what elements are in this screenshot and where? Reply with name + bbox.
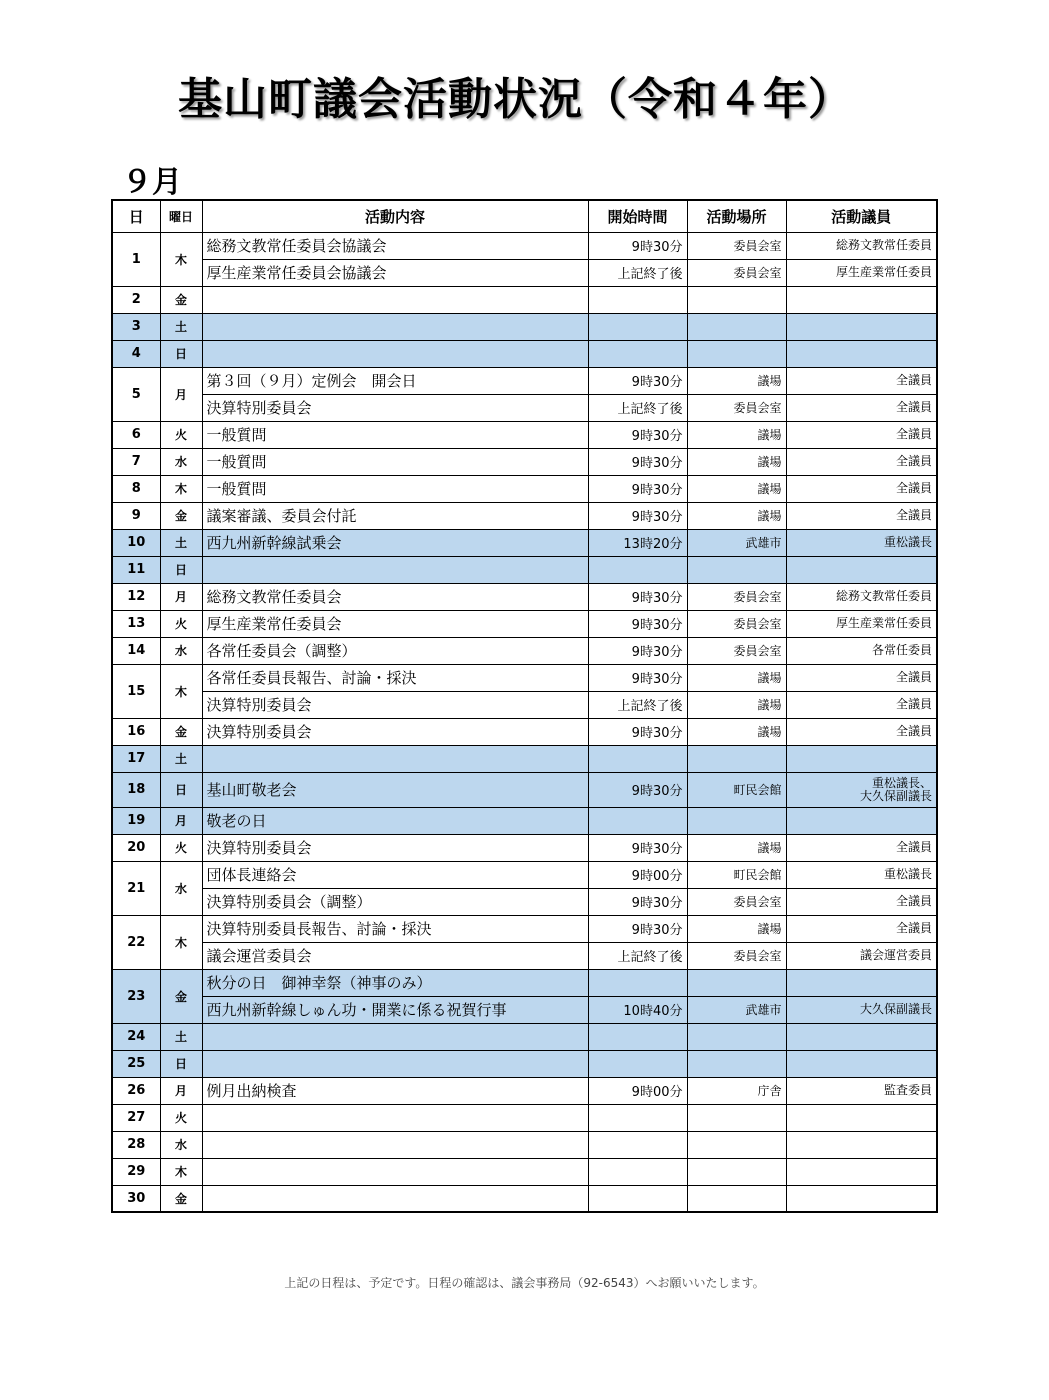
weekday-cell: 土 [160, 313, 202, 340]
table-row [112, 313, 937, 340]
members-cell [786, 340, 937, 367]
day-cell: 20 [112, 834, 160, 861]
place-cell [687, 969, 786, 996]
weekday-cell: 日 [160, 1050, 202, 1077]
weekday-cell: 日 [160, 556, 202, 583]
place-cell [687, 745, 786, 772]
members-line: 議会運営委員 [859, 948, 932, 962]
time-cell [588, 313, 687, 340]
weekday-cell: 日 [160, 772, 202, 807]
table-row [112, 718, 937, 745]
time-cell: 9時30分 [588, 610, 687, 637]
place-cell: 議場 [687, 691, 786, 718]
table-row [112, 232, 937, 259]
content-cell: 決算特別委員会 [202, 718, 588, 745]
content-cell: 団体長連絡会 [202, 861, 588, 888]
weekday-cell: 水 [160, 448, 202, 475]
content-cell: 各常任委員長報告、討論・採決 [202, 664, 588, 691]
time-cell: 上記終了後 [588, 691, 687, 718]
table-row [112, 915, 937, 942]
content-cell: 決算特別委員会 [202, 394, 588, 421]
members-cell [786, 718, 937, 745]
members-line: 総務文教常任委員 [835, 589, 932, 603]
day-cell: 2 [112, 286, 160, 313]
day-cell: 3 [112, 313, 160, 340]
members-line: 全議員 [895, 400, 932, 414]
members-cell [786, 1131, 937, 1158]
members-cell [786, 448, 937, 475]
day-cell: 1 [112, 232, 160, 286]
place-cell [687, 1104, 786, 1131]
table-row [112, 861, 937, 888]
time-cell: 9時30分 [588, 834, 687, 861]
time-cell [588, 1131, 687, 1158]
members-cell [786, 942, 937, 969]
time-cell: 9時30分 [588, 718, 687, 745]
place-cell: 町民会館 [687, 772, 786, 807]
place-cell: 議場 [687, 448, 786, 475]
weekday-cell: 日 [160, 340, 202, 367]
content-cell [202, 745, 588, 772]
weekday-cell: 金 [160, 502, 202, 529]
time-cell [588, 1104, 687, 1131]
members-line: 厚生産業常任委員 [835, 616, 932, 630]
time-cell: 9時30分 [588, 367, 687, 394]
content-cell [202, 1104, 588, 1131]
weekday-cell: 木 [160, 475, 202, 502]
time-cell: 上記終了後 [588, 259, 687, 286]
day-cell: 28 [112, 1131, 160, 1158]
content-cell: 基山町敬老会 [202, 772, 588, 807]
weekday-cell: 水 [160, 1131, 202, 1158]
table-row [112, 1131, 937, 1158]
content-cell: 西九州新幹線試乗会 [202, 529, 588, 556]
day-cell: 25 [112, 1050, 160, 1077]
members-cell [786, 286, 937, 313]
activity-schedule-table [111, 199, 938, 1213]
members-cell [786, 259, 937, 286]
members-cell [786, 1023, 937, 1050]
table-row [112, 664, 937, 691]
members-cell [786, 1158, 937, 1185]
table-row [112, 286, 937, 313]
table-row [112, 772, 937, 807]
place-cell [687, 1158, 786, 1185]
day-cell: 13 [112, 610, 160, 637]
month-label: ９月 [122, 165, 182, 200]
table-row [112, 367, 937, 394]
header-weekday: 曜日 [160, 200, 202, 232]
day-cell: 7 [112, 448, 160, 475]
table-row [112, 834, 937, 861]
members-cell [786, 664, 937, 691]
table-row [112, 529, 937, 556]
members-cell [786, 556, 937, 583]
time-cell: 10時40分 [588, 996, 687, 1023]
members-line: 全議員 [895, 427, 932, 441]
time-cell: 9時30分 [588, 475, 687, 502]
table-row [112, 691, 937, 718]
table-row [112, 637, 937, 664]
place-cell [687, 286, 786, 313]
time-cell: 9時30分 [588, 915, 687, 942]
header-time: 開始時間 [588, 200, 687, 232]
content-cell [202, 556, 588, 583]
table-row [112, 448, 937, 475]
weekday-cell: 木 [160, 915, 202, 969]
table-row [112, 502, 937, 529]
time-cell [588, 556, 687, 583]
weekday-cell: 木 [160, 232, 202, 286]
content-cell: 厚生産業常任委員会協議会 [202, 259, 588, 286]
weekday-cell: 水 [160, 637, 202, 664]
members-cell [786, 915, 937, 942]
place-cell: 議場 [687, 421, 786, 448]
place-cell: 武雄市 [687, 996, 786, 1023]
table-row [112, 1077, 937, 1104]
place-cell: 議場 [687, 834, 786, 861]
time-cell [588, 286, 687, 313]
members-cell [786, 996, 937, 1023]
table-row [112, 1050, 937, 1077]
place-cell [687, 1050, 786, 1077]
table-row [112, 1023, 937, 1050]
table-row [112, 942, 937, 969]
members-cell [786, 1104, 937, 1131]
table-row [112, 745, 937, 772]
table-row [112, 1158, 937, 1185]
day-cell: 8 [112, 475, 160, 502]
table-row [112, 556, 937, 583]
page-title: 基山町議会活動状況（令和４年） [178, 74, 853, 125]
content-cell [202, 1023, 588, 1050]
members-cell [786, 313, 937, 340]
footnote: 上記の日程は、予定です。日程の確認は、議会事務局（92-6543）へお願いいたします。 [284, 1276, 765, 1290]
weekday-cell: 火 [160, 1104, 202, 1131]
members-cell [786, 691, 937, 718]
weekday-cell: 土 [160, 529, 202, 556]
table-row [112, 340, 937, 367]
header-content: 活動内容 [202, 200, 588, 232]
members-cell [786, 807, 937, 834]
members-cell [786, 637, 937, 664]
time-cell: 9時00分 [588, 1077, 687, 1104]
place-cell: 議場 [687, 367, 786, 394]
content-cell: 各常任委員会（調整） [202, 637, 588, 664]
day-cell: 15 [112, 664, 160, 718]
members-line: 厚生産業常任委員 [835, 265, 932, 279]
header-members: 活動議員 [786, 200, 937, 232]
members-line: 監査委員 [883, 1083, 932, 1097]
day-cell: 9 [112, 502, 160, 529]
content-cell: 決算特別委員長報告、討論・採決 [202, 915, 588, 942]
weekday-cell: 火 [160, 834, 202, 861]
place-cell [687, 1185, 786, 1212]
weekday-cell: 土 [160, 745, 202, 772]
members-line: 重松議長 [883, 535, 932, 549]
day-cell: 16 [112, 718, 160, 745]
members-line: 全議員 [895, 670, 932, 684]
members-cell [786, 1185, 937, 1212]
day-cell: 11 [112, 556, 160, 583]
table-row [112, 394, 937, 421]
time-cell [588, 1050, 687, 1077]
day-cell: 27 [112, 1104, 160, 1131]
place-cell: 委員会室 [687, 583, 786, 610]
time-cell: 9時30分 [588, 502, 687, 529]
table-header-row [112, 200, 937, 232]
weekday-cell: 火 [160, 610, 202, 637]
table-row [112, 475, 937, 502]
weekday-cell: 金 [160, 969, 202, 1023]
time-cell [588, 340, 687, 367]
place-cell: 庁舎 [687, 1077, 786, 1104]
day-cell: 26 [112, 1077, 160, 1104]
members-cell [786, 772, 937, 807]
time-cell: 9時30分 [588, 421, 687, 448]
day-cell: 21 [112, 861, 160, 915]
weekday-cell: 金 [160, 286, 202, 313]
place-cell [687, 1023, 786, 1050]
content-cell: 例月出納検査 [202, 1077, 588, 1104]
day-cell: 23 [112, 969, 160, 1023]
place-cell: 委員会室 [687, 232, 786, 259]
members-cell [786, 529, 937, 556]
members-line: 重松議長 [883, 867, 932, 881]
place-cell [687, 556, 786, 583]
content-cell [202, 313, 588, 340]
day-cell: 14 [112, 637, 160, 664]
place-cell: 町民会館 [687, 861, 786, 888]
day-cell: 17 [112, 745, 160, 772]
content-cell: 決算特別委員会 [202, 834, 588, 861]
place-cell: 議場 [687, 475, 786, 502]
members-line: 大久保副議長 [859, 1002, 932, 1016]
header-day: 日 [112, 200, 160, 232]
content-cell [202, 1158, 588, 1185]
content-cell: 決算特別委員会 [202, 691, 588, 718]
table-row [112, 1104, 937, 1131]
content-cell: 敬老の日 [202, 807, 588, 834]
members-line: 全議員 [895, 508, 932, 522]
table-row [112, 421, 937, 448]
table-row [112, 888, 937, 915]
weekday-cell: 火 [160, 421, 202, 448]
content-cell: 総務文教常任委員会 [202, 583, 588, 610]
content-cell: 議案審議、委員会付託 [202, 502, 588, 529]
content-cell: 第３回（９月）定例会 開会日 [202, 367, 588, 394]
table-row [112, 1185, 937, 1212]
weekday-cell: 木 [160, 664, 202, 718]
members-cell [786, 394, 937, 421]
table-row [112, 610, 937, 637]
day-cell: 18 [112, 772, 160, 807]
content-cell: 一般質問 [202, 421, 588, 448]
members-line: 重松議長、 [871, 775, 932, 790]
place-cell: 議場 [687, 664, 786, 691]
content-cell: 西九州新幹線しゅん功・開業に係る祝賀行事 [202, 996, 588, 1023]
content-cell: 決算特別委員会（調整） [202, 888, 588, 915]
place-cell: 武雄市 [687, 529, 786, 556]
weekday-cell: 金 [160, 718, 202, 745]
weekday-cell: 月 [160, 1077, 202, 1104]
time-cell [588, 1185, 687, 1212]
time-cell: 9時30分 [588, 888, 687, 915]
content-cell: 一般質問 [202, 448, 588, 475]
time-cell: 9時30分 [588, 448, 687, 475]
content-cell: 秋分の日 御神幸祭（神事のみ） [202, 969, 588, 996]
members-cell [786, 861, 937, 888]
weekday-cell: 月 [160, 807, 202, 834]
day-cell: 12 [112, 583, 160, 610]
weekday-cell: 木 [160, 1158, 202, 1185]
members-cell [786, 475, 937, 502]
time-cell: 9時30分 [588, 664, 687, 691]
place-cell [687, 313, 786, 340]
members-line: 全議員 [895, 724, 932, 738]
day-cell: 5 [112, 367, 160, 421]
content-cell: 一般質問 [202, 475, 588, 502]
time-cell: 上記終了後 [588, 394, 687, 421]
time-cell: 9時30分 [588, 637, 687, 664]
weekday-cell: 土 [160, 1023, 202, 1050]
members-line: 全議員 [895, 921, 932, 935]
time-cell [588, 745, 687, 772]
day-cell: 30 [112, 1185, 160, 1212]
members-cell [786, 583, 937, 610]
members-cell [786, 888, 937, 915]
content-cell [202, 1131, 588, 1158]
members-cell [786, 367, 937, 394]
place-cell [687, 340, 786, 367]
members-line: 全議員 [895, 454, 932, 468]
weekday-cell: 月 [160, 583, 202, 610]
content-cell [202, 286, 588, 313]
members-cell [786, 610, 937, 637]
members-line: 全議員 [895, 481, 932, 495]
place-cell: 委員会室 [687, 259, 786, 286]
schedule-body [112, 232, 937, 1212]
place-cell: 議場 [687, 718, 786, 745]
members-cell [786, 969, 937, 996]
day-cell: 10 [112, 529, 160, 556]
place-cell: 委員会室 [687, 888, 786, 915]
time-cell: 上記終了後 [588, 942, 687, 969]
members-cell [786, 421, 937, 448]
place-cell [687, 807, 786, 834]
members-cell [786, 232, 937, 259]
time-cell: 9時00分 [588, 861, 687, 888]
members-cell [786, 1050, 937, 1077]
place-cell: 委員会室 [687, 942, 786, 969]
place-cell: 議場 [687, 502, 786, 529]
weekday-cell: 金 [160, 1185, 202, 1212]
members-line: 全議員 [895, 373, 932, 387]
time-cell [588, 1023, 687, 1050]
time-cell: 9時30分 [588, 772, 687, 807]
members-line: 全議員 [895, 894, 932, 908]
place-cell [687, 1131, 786, 1158]
members-line: 全議員 [895, 697, 932, 711]
content-cell [202, 340, 588, 367]
day-cell: 19 [112, 807, 160, 834]
members-cell [786, 502, 937, 529]
members-line: 大久保副議長 [859, 788, 932, 803]
weekday-cell: 水 [160, 861, 202, 915]
content-cell [202, 1185, 588, 1212]
time-cell: 9時30分 [588, 583, 687, 610]
members-line: 全議員 [895, 840, 932, 854]
members-cell [786, 834, 937, 861]
time-cell [588, 969, 687, 996]
header-place: 活動場所 [687, 200, 786, 232]
content-cell: 厚生産業常任委員会 [202, 610, 588, 637]
time-cell: 9時30分 [588, 232, 687, 259]
weekday-cell: 月 [160, 367, 202, 421]
time-cell [588, 807, 687, 834]
day-cell: 4 [112, 340, 160, 367]
time-cell [588, 1158, 687, 1185]
table-row [112, 996, 937, 1023]
day-cell: 24 [112, 1023, 160, 1050]
members-cell [786, 745, 937, 772]
table-row [112, 807, 937, 834]
day-cell: 29 [112, 1158, 160, 1185]
members-cell [786, 1077, 937, 1104]
content-cell: 総務文教常任委員会協議会 [202, 232, 588, 259]
place-cell: 委員会室 [687, 394, 786, 421]
time-cell: 13時20分 [588, 529, 687, 556]
place-cell: 委員会室 [687, 610, 786, 637]
members-line: 各常任委員 [871, 643, 932, 657]
content-cell [202, 1050, 588, 1077]
members-line: 総務文教常任委員 [835, 238, 932, 252]
day-cell: 22 [112, 915, 160, 969]
content-cell: 議会運営委員会 [202, 942, 588, 969]
place-cell: 議場 [687, 915, 786, 942]
place-cell: 委員会室 [687, 637, 786, 664]
table-row [112, 259, 937, 286]
table-row [112, 969, 937, 996]
day-cell: 6 [112, 421, 160, 448]
table-row [112, 583, 937, 610]
